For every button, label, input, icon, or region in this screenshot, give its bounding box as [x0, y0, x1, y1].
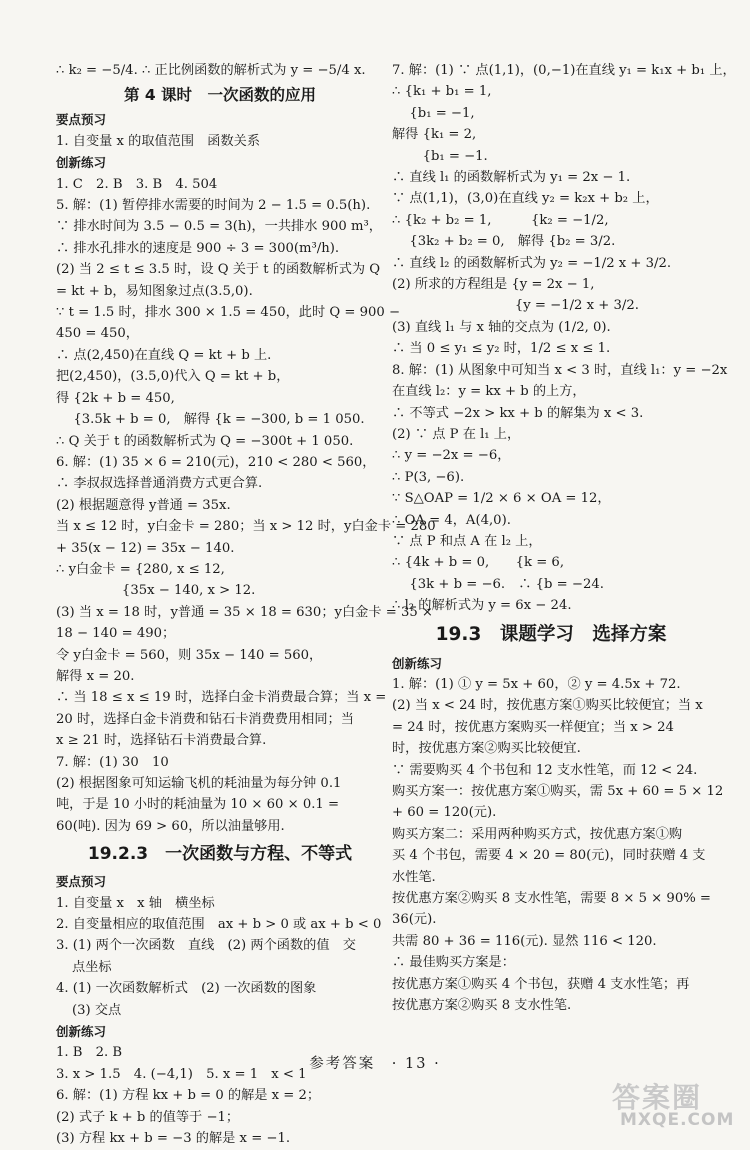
answer-line: 6. 解：(1) 方程 kx + b = 0 的解是 x = 2；: [56, 1088, 321, 1104]
watermark-url: MXQE.COM: [620, 1110, 735, 1130]
answer-line: ∵ 需要购买 4 个书包和 12 支水性笔，而 12 < 24.: [392, 762, 698, 778]
answer-line: 水性笔.: [392, 869, 436, 885]
answer-line: 3. x > 1.5 4. (−4,1) 5. x = 1 x < 1: [56, 1066, 307, 1082]
answer-line: 1. B 2. B: [56, 1045, 123, 1061]
answer-line: (2) 式子 k + b 的值等于 −1；: [56, 1109, 240, 1125]
answer-line: ∴ {4k + b = 0, {k = 6,: [392, 555, 565, 571]
answer-line: ∴ {k₁ + b₁ = 1,: [392, 84, 492, 100]
answer-line: ∵ t = 1.5 时，排水 300 × 1.5 = 450，此时 Q = 900 −: [56, 305, 401, 321]
answer-line: ∴ 李叔叔选择普通消费方式更合算.: [56, 476, 263, 492]
answer-line: (2) 所求的方程组是 {y = 2x − 1,: [392, 277, 595, 293]
section-heading: 第 4 课时 一次函数的应用: [123, 86, 317, 105]
section-heading: 19.3 课题学习 选择方案: [435, 623, 667, 645]
answer-line: (2) 当 2 ≤ t ≤ 3.5 时，设 Q 关于 t 的函数解析式为 Q: [56, 262, 381, 278]
subsection-label: 要点预习: [56, 874, 107, 890]
answer-line: ∴ {k₂ + b₂ = 1, {k₂ = −1/2,: [392, 212, 609, 228]
subsection-label: 要点预习: [56, 112, 107, 128]
answer-line: 按优惠方案②购买 8 支水性笔.: [392, 998, 572, 1014]
answer-line: 在直线 l₂：y = kx + b 的上方，: [392, 384, 586, 400]
answer-line: 1. 自变量 x x 轴 横坐标: [56, 895, 215, 911]
answer-line: ∴ 排水孔排水的速度是 900 ÷ 3 = 300(m³/h).: [56, 240, 340, 256]
answer-line: (3) 当 x = 18 时，y普通 = 35 × 18 = 630；y白金卡 = 35 ×: [56, 604, 433, 620]
answer-line: {b₁ = −1,: [392, 105, 475, 121]
answer-line: ∴ 点(2,450)在直线 Q = kt + b 上.: [56, 347, 272, 363]
answer-line: {b₁ = −1.: [392, 148, 488, 164]
answer-line: {3k₂ + b₂ = 0, 解得 {b₂ = 3/2.: [392, 234, 616, 250]
answer-line: 60(吨). 因为 69 > 60，所以油量够用.: [56, 818, 285, 834]
answer-line: ∴ k₂ = −5/4. ∴ 正比例函数的解析式为 y = −5/4 x.: [56, 63, 366, 78]
answer-line: + 35(x − 12) = 35x − 140.: [56, 540, 235, 556]
watermark-text: 答案圈: [612, 1081, 703, 1114]
answer-line: 2. 自变量相应的取值范围 ax + b > 0 或 ax + b < 0: [56, 917, 382, 933]
answer-line: 7. 解：(1) ∵ 点(1,1)，(0,−1)在直线 y₁ = k₁x + b₁ 上，: [392, 63, 736, 78]
answer-line: 吨，于是 10 小时的耗油量为 10 × 60 × 0.1 =: [56, 797, 340, 813]
answer-line: 4. (1) 一次函数解析式 (2) 一次函数的图象: [56, 981, 317, 997]
answer-line: 1. C 2. B 3. B 4. 504: [56, 176, 218, 192]
subsection-label: 创新练习: [56, 155, 107, 171]
answer-line: 6. 解：(1) 35 × 6 = 210(元)，210 < 280 < 560，: [56, 454, 376, 470]
answer-line: (2) 根据图象可知运输飞机的耗油量为每分钟 0.1: [56, 776, 342, 791]
answer-line: x ≥ 21 时，选择钻石卡消费最合算.: [56, 733, 267, 749]
answer-line: + 60 = 120(元).: [392, 805, 497, 821]
answer-line: 购买方案二：采用两种购买方式，按优惠方案①购: [392, 826, 683, 842]
answer-line: 3. (1) 两个一次函数 直线 (2) 两个函数的值 交: [56, 938, 356, 954]
answer-line: 7. 解：(1) 30 10: [56, 754, 169, 770]
answer-line: {35x − 140, x > 12.: [56, 583, 256, 599]
answer-line: ∴ y = −2x = −6，: [392, 448, 511, 464]
answer-line: ∵ 点 P 和点 A 在 l₂ 上，: [392, 533, 542, 549]
answer-line: 8. 解：(1) 从图象中可知当 x < 3 时，直线 l₁：y = −2x: [392, 362, 728, 378]
answer-line: {3k + b = −6. ∴ {b = −24.: [392, 576, 604, 592]
answer-line: (3) 直线 l₁ 与 x 轴的交点为 (1/2, 0).: [392, 319, 611, 335]
answer-line: ∴ 当 0 ≤ y₁ ≤ y₂ 时，1/2 ≤ x ≤ 1.: [392, 341, 611, 357]
answer-line: 购买方案一：按优惠方案①购买，需 5x + 60 = 5 × 12: [392, 784, 724, 799]
answer-line: (2) 当 x < 24 时，按优惠方案①购买比较便宜；当 x: [392, 698, 703, 714]
answer-line: ∵ 排水时间为 3.5 − 0.5 = 3(h)，一共排水 900 m³，: [56, 219, 382, 235]
answer-line: 当 x ≤ 12 时，y白金卡 = 280；当 x > 12 时，y白金卡 = 280: [56, 519, 436, 535]
answer-line: ∴ y白金卡 = {280, x ≤ 12,: [56, 561, 225, 577]
answer-line: (2) ∵ 点 P 在 l₁ 上，: [392, 426, 521, 442]
answer-line: 解得 {k₁ = 2,: [392, 127, 477, 143]
answer-line: ∴ P(3, −6).: [392, 469, 465, 485]
page-footer: 参考答案 · 13 ·: [309, 1056, 441, 1072]
answer-line: ∵ 点(1,1)，(3,0)在直线 y₂ = k₂x + b₂ 上，: [392, 191, 659, 207]
answer-line: ∴ 直线 l₂ 的函数解析式为 y₂ = −1/2 x + 3/2.: [392, 255, 672, 271]
answer-line: 5. 解：(1) 暂停排水需要的时间为 2 − 1.5 = 0.5(h).: [56, 198, 371, 214]
answer-line: = kt + b，易知图象过点(3.5,0).: [56, 283, 253, 299]
answer-line: 得 {2k + b = 450,: [56, 390, 175, 406]
subsection-label: 创新练习: [392, 655, 443, 671]
answer-line: (3) 方程 kx + b = −3 的解是 x = −1.: [56, 1131, 291, 1147]
answer-line: 令 y白金卡 = 560，则 35x − 140 = 560，: [56, 647, 323, 663]
answer-line: 20 时，选择白金卡消费和钻石卡消费费用相同；当: [56, 711, 354, 727]
answer-line: 18 − 140 = 490；: [56, 626, 176, 642]
answer-line: 450 = 450，: [56, 326, 139, 342]
answer-line: 按优惠方案②购买 8 支水性笔，需要 8 × 5 × 90% =: [392, 891, 711, 907]
watermark-logo: [612, 1076, 740, 1134]
answer-line: 把(2,450)，(3.5,0)代入 Q = kt + b，: [56, 369, 290, 385]
answer-line: 解得 x = 20.: [56, 668, 135, 684]
answer-line: 时，按优惠方案②购买比较便宜.: [392, 741, 581, 757]
answer-line: (2) 根据题意得 y普通 = 35x.: [56, 497, 231, 513]
section-heading: 19.2.3 一次函数与方程、不等式: [87, 844, 353, 865]
answer-line: 1. 解：(1) ① y = 5x + 60，② y = 4.5x + 72.: [392, 676, 681, 692]
answer-line: ∴ 直线 l₁ 的函数解析式为 y₁ = 2x − 1.: [392, 170, 631, 186]
answer-line: 共需 80 + 36 = 116(元). 显然 116 < 120.: [392, 933, 657, 949]
answer-line: ∴ 最佳购买方案是：: [392, 955, 515, 971]
answer-line: {y = −1/2 x + 3/2.: [392, 298, 639, 314]
answer-line: ∴ l₂ 的解析式为 y = 6x − 24.: [392, 598, 572, 614]
answer-line: (3) 交点: [72, 1002, 122, 1018]
answer-line: ∴ 不等式 −2x > kx + b 的解集为 x < 3.: [392, 405, 644, 421]
answer-line: 1. 自变量 x 的取值范围 函数关系: [56, 133, 261, 149]
subsection-label: 创新练习: [56, 1024, 107, 1040]
answer-line: = 24 时，按优惠方案购买一样便宜；当 x > 24: [392, 719, 674, 735]
answer-line: ∵ S△OAP = 1/2 × 6 × OA = 12，: [392, 491, 611, 507]
answer-line: 36(元).: [392, 912, 437, 928]
answer-line: 买 4 个书包，需要 4 × 20 = 80(元)，同时获赠 4 支: [392, 848, 706, 864]
answer-line: 点坐标: [72, 959, 112, 975]
answer-line: ∴ OA = 4，A(4,0).: [392, 512, 511, 528]
answer-line: ∴ Q 关于 t 的函数解析式为 Q = −300t + 1 050.: [56, 433, 354, 449]
right-column: [392, 60, 736, 1016]
answer-line: {3.5k + b = 0, 解得 {k = −300, b = 1 050.: [56, 412, 365, 428]
answer-line: ∴ 当 18 ≤ x ≤ 19 时，选择白金卡消费最合算；当 x =: [56, 690, 387, 706]
answer-line: 按优惠方案①购买 4 个书包，获赠 4 支水性笔；再: [392, 976, 690, 992]
